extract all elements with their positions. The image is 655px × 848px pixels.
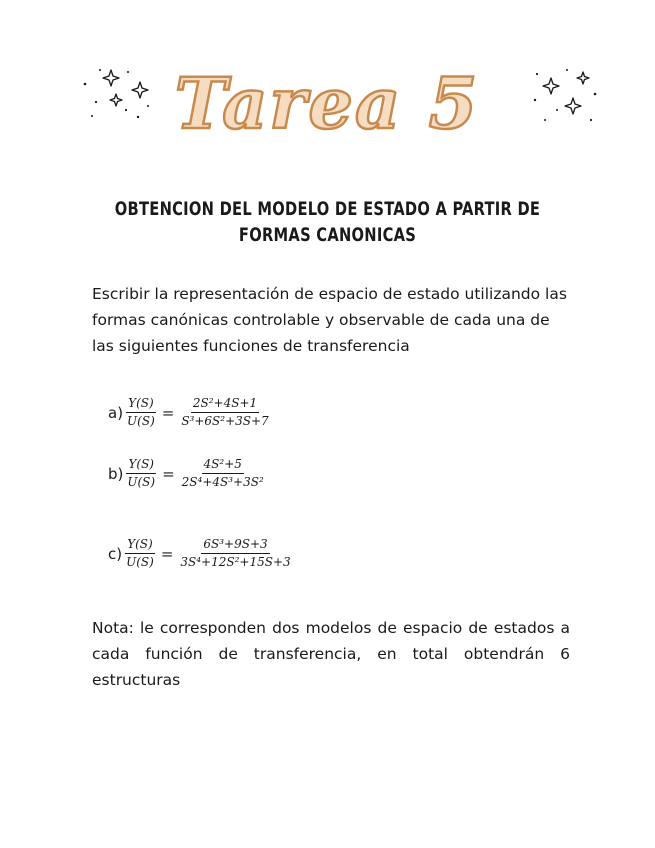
sparkles-left-icon — [78, 62, 158, 132]
section-heading: OBTENCION DEL MODELO DE ESTADO A PARTIR DE FORMAS CANONICAS — [114, 198, 541, 246]
rhs-denominator: 2S⁴+4S³+3S² — [181, 475, 264, 489]
instructions-text: Escribir la representación de espacio de estado utilizando las formas canónicas controlable y observable de cada una de las siguientes funciones de transferencia — [92, 285, 567, 355]
rhs-fraction — [178, 537, 292, 570]
page-title — [150, 52, 505, 152]
rhs-fraction — [179, 396, 270, 429]
lhs-denominator: U(S) — [127, 414, 155, 428]
problem-b — [108, 457, 266, 490]
lhs-numerator: Y(S) — [125, 537, 155, 554]
rhs-numerator: 6S³+9S+3 — [201, 537, 269, 554]
rhs-denominator: S³+6S²+3S+7 — [181, 414, 269, 428]
lhs-numerator: Y(S) — [126, 457, 156, 474]
problem-label: c) — [108, 544, 123, 563]
problem-c — [108, 537, 293, 570]
note-text: Nota: le corresponden dos modelos de espacio de estados a cada función de transferencia, en total obtendrán 6 estructuras — [92, 619, 570, 689]
equals-sign: = — [161, 403, 175, 422]
lhs-fraction — [125, 396, 157, 429]
rhs-denominator: 3S⁴+12S²+15S+3 — [180, 555, 291, 569]
equals-sign: = — [162, 464, 175, 483]
lhs-denominator: U(S) — [126, 555, 154, 569]
problem-a — [108, 396, 271, 429]
equals-sign: = — [160, 544, 174, 563]
problem-label: b) — [108, 464, 124, 483]
lhs-fraction — [124, 537, 156, 570]
sparkles-right-icon — [527, 62, 607, 132]
rhs-fraction — [180, 457, 266, 490]
lhs-fraction — [125, 457, 157, 490]
problem-label: a) — [108, 403, 124, 422]
lhs-numerator: Y(S) — [126, 396, 156, 413]
rhs-numerator: 2S²+4S+1 — [191, 396, 259, 413]
rhs-numerator: 4S²+5 — [202, 457, 244, 474]
title-text: Tarea 5 — [174, 62, 480, 145]
lhs-denominator: U(S) — [127, 475, 156, 489]
